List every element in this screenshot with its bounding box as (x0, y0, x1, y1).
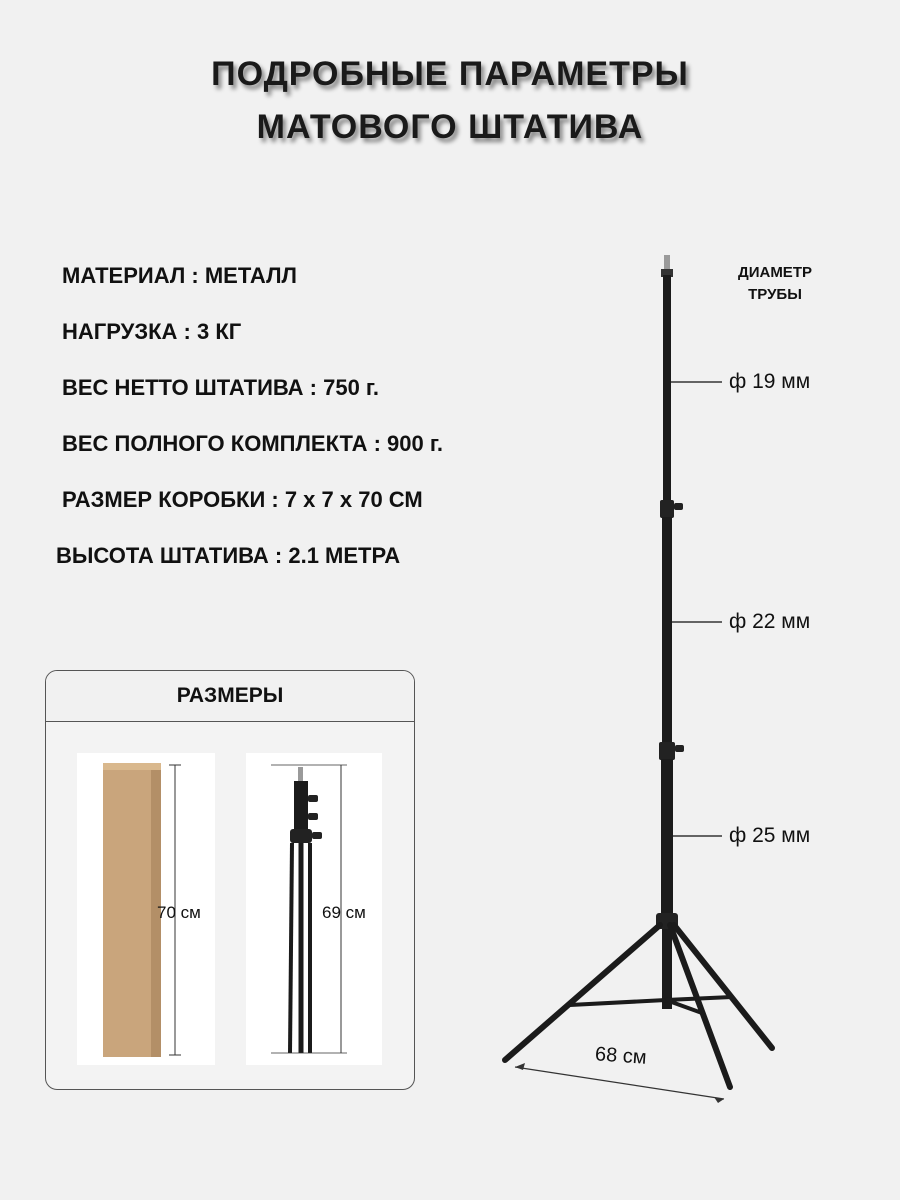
box-height-label: 70 см (157, 903, 201, 922)
clamp-upper-knob (674, 503, 683, 510)
base-span-label: 68 см (594, 1043, 648, 1069)
tube-lower (661, 759, 673, 919)
spec-stand-height: ВЫСОТА ШТАТИВА : 2.1 МЕТРА (56, 543, 401, 568)
base-measure-arrow-left (515, 1063, 525, 1070)
tube-center (662, 929, 672, 1009)
sizes-panel-title: РАЗМЕРЫ (46, 671, 414, 722)
folded-head (294, 781, 308, 831)
tube-upper (663, 275, 671, 505)
clamp-upper (660, 500, 674, 518)
brace-left (570, 1000, 666, 1005)
folded-knob-1 (308, 795, 318, 802)
diameter-25: ф 25 мм (729, 824, 811, 847)
spec-box-size: РАЗМЕР КОРОБКИ : 7 х 7 х 70 СМ (62, 487, 423, 512)
box-front (103, 769, 151, 1057)
leg-right (674, 925, 772, 1048)
spec-load: НАГРУЗКА : 3 КГ (62, 319, 242, 344)
folded-tip (298, 767, 303, 781)
folded-leg-1 (290, 843, 292, 1053)
box-top (103, 763, 161, 770)
tube-middle (662, 517, 672, 745)
folded-height-label: 69 см (322, 903, 366, 922)
folded-hub (290, 829, 312, 843)
sizes-panel (45, 670, 415, 1090)
spec-material: МАТЕРИАЛ : МЕТАЛЛ (62, 263, 297, 288)
leg-left (505, 925, 660, 1060)
page-title-line-1: ПОДРОБНЫЕ ПАРАМЕТРЫ (211, 55, 689, 93)
diameter-header-line-1: ДИАМЕТР (738, 264, 812, 281)
clamp-lower-knob (675, 745, 684, 752)
brace-right (666, 997, 732, 1000)
folded-knob-3 (312, 832, 322, 839)
clamp-lower (659, 742, 675, 760)
diameter-header-line-2: ТРУБЫ (748, 286, 802, 303)
spec-full-weight: ВЕС ПОЛНОГО КОМПЛЕКТА : 900 г. (62, 431, 443, 456)
diameter-19: ф 19 мм (729, 370, 811, 393)
diameter-22: ф 22 мм (729, 610, 811, 633)
base-measure-line (515, 1067, 724, 1099)
folded-knob-2 (308, 813, 318, 820)
page-title-line-2: МАТОВОГО ШТАТИВА (256, 108, 644, 146)
spec-net-weight: ВЕС НЕТТО ШТАТИВА : 750 г. (62, 375, 380, 400)
